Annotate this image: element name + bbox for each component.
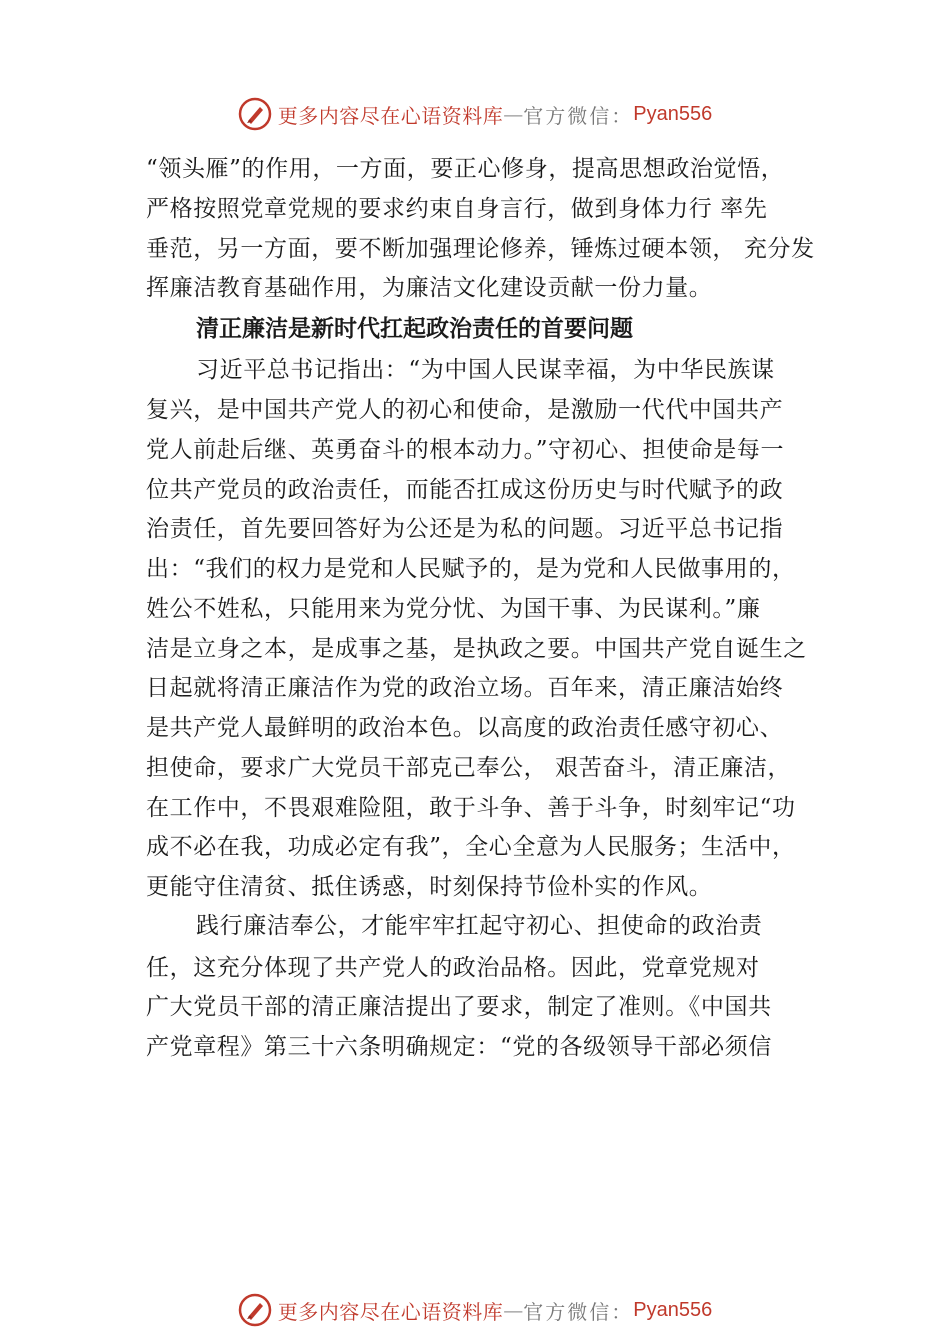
- paragraph-line: 任，这充分体现了共产党人的政治品格。因此，党章党规对: [146, 955, 760, 981]
- paragraph-line: 践行廉洁奉公，才能牢牢扛起守初心、担使命的政治责: [196, 913, 763, 939]
- paragraph-line: 姓公不姓私，只能用来为党分忧、为国干事、为民谋利。”廉: [146, 596, 761, 622]
- paragraph-line: 产党章程》第三十六条明确规定：“党的各级领导干部必须信: [146, 1034, 772, 1060]
- banner-separator: —: [503, 1298, 524, 1322]
- footer-banner: [0, 1290, 950, 1330]
- paragraph-line: 党人前赴后继、英勇奋斗的根本动力。”守初心、担使命是每一: [146, 437, 785, 463]
- paragraph-line: 担使命，要求广大党员干部克己奉公， 艰苦奋斗，清正廉洁，: [146, 755, 792, 781]
- paragraph-line: 出：“我们的权力是党和人民赋予的，是为党和人民做事用的，: [146, 556, 796, 582]
- paragraph-line: 位共产党员的政治责任，而能否扛成这份历史与时代赋予的政: [146, 477, 784, 503]
- banner-title: 更多内容尽在心语资料库: [277, 103, 504, 128]
- header-banner: [0, 94, 950, 134]
- banner-wechat-label: 官方微信：: [523, 1299, 634, 1324]
- paragraph-line: 是共产党人最鲜明的政治本色。以高度的政治责任感守初心、: [146, 715, 784, 741]
- banner-wechat-id: Pyan556: [633, 102, 713, 125]
- paragraph-line: 洁是立身之本，是成事之基，是执政之要。中国共产党自诞生之: [146, 636, 807, 662]
- pen-nib-seal-icon: [238, 1293, 272, 1327]
- paragraph-line: “领头雁”的作用，一方面，要正心修身，提高思想政治觉悟，: [146, 156, 785, 182]
- banner-title: 更多内容尽在心语资料库: [277, 1299, 504, 1324]
- banner-separator: —: [503, 102, 524, 126]
- paragraph-line: 成不必在我，功成必定有我”，全心全意为人民服务；生活中，: [146, 834, 796, 860]
- paragraph-line: 广大党员干部的清正廉洁提出了要求，制定了准则。《中国共: [146, 994, 772, 1020]
- section-heading: 清正廉洁是新时代扛起政治责任的首要问题: [196, 316, 633, 342]
- paragraph-line: 日起就将清正廉洁作为党的政治立场。百年来，清正廉洁始终: [146, 675, 784, 701]
- paragraph-line: 垂范，另一方面，要不断加强理论修养，锤炼过硬本领， 充分发: [146, 236, 815, 262]
- paragraph-line: 习近平总书记指出：“为中国人民谋幸福，为中华民族谋: [196, 357, 775, 383]
- paragraph-line: 在工作中，不畏艰难险阻，敢于斗争、善于斗争，时刻牢记“功: [146, 795, 796, 821]
- paragraph-line: 挥廉洁教育基础作用，为廉洁文化建设贡献一份力量。: [146, 275, 713, 301]
- paragraph-line: 治责任，首先要回答好为公还是为私的问题。习近平总书记指: [146, 516, 784, 542]
- paragraph-line: 更能守住清贫、抵住诱惑，时刻保持节俭朴实的作风。: [146, 874, 713, 900]
- banner-wechat-label: 官方微信：: [523, 103, 634, 128]
- banner-wechat-id: Pyan556: [633, 1298, 713, 1321]
- pen-nib-seal-icon: [238, 97, 272, 131]
- paragraph-line: 严格按照党章党规的要求约束自身言行，做到身体力行 率先: [146, 196, 768, 222]
- paragraph-line: 复兴，是中国共产党人的初心和使命，是激励一代代中国共产: [146, 397, 784, 423]
